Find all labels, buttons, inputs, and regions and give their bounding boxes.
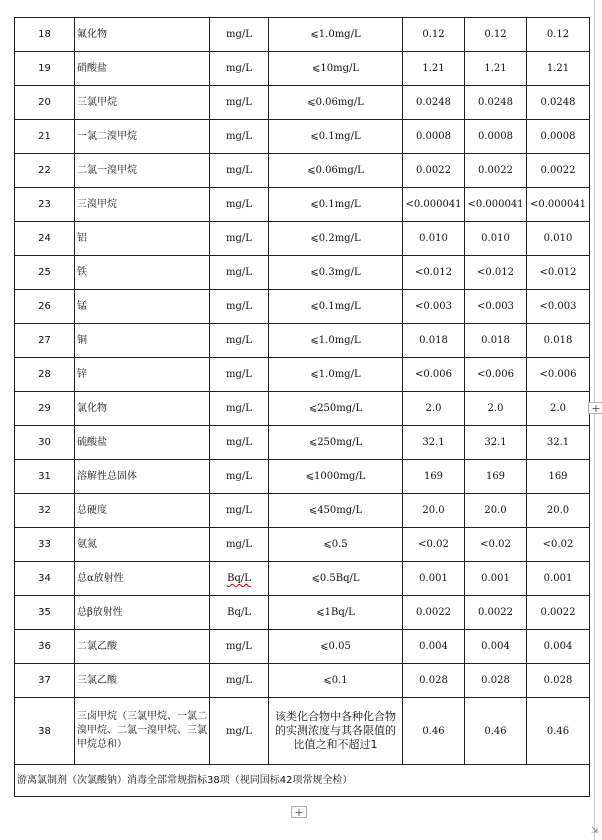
result-1: <0.012 (403, 256, 465, 290)
table-row (15, 222, 590, 256)
limit: 该类化合物中各种化合物的实测浓度与其各限值的比值之和不超过1 (269, 698, 403, 765)
table-row (15, 86, 590, 120)
result-3: 0.001 (527, 562, 590, 596)
unit: mg/L (210, 52, 269, 86)
table-row (15, 528, 590, 562)
result-2: 0.46 (465, 698, 527, 765)
result-2: <0.02 (465, 528, 527, 562)
indicator-name: 氯化物 (75, 392, 210, 426)
result-3: 0.018 (527, 324, 590, 358)
unit: mg/L (210, 120, 269, 154)
indicator-name: 氟化物 (75, 18, 210, 52)
indicator-name: 三卤甲烷（三氯甲烷、一氯二溴甲烷、二氯一溴甲烷、三氯甲烷总和） (75, 698, 210, 765)
limit: ⩽250mg/L (269, 392, 403, 426)
row-number: 19 (15, 52, 75, 86)
limit: ⩽0.1mg/L (269, 188, 403, 222)
result-1: <0.003 (403, 290, 465, 324)
limit: ⩽0.1 (269, 664, 403, 698)
row-number: 26 (15, 290, 75, 324)
result-2: 0.028 (465, 664, 527, 698)
result-3: <0.012 (527, 256, 590, 290)
limit: ⩽1000mg/L (269, 460, 403, 494)
result-2: 0.0022 (465, 596, 527, 630)
result-2: <0.006 (465, 358, 527, 392)
table-row (15, 290, 590, 324)
unit: mg/L (210, 324, 269, 358)
result-2: 1.21 (465, 52, 527, 86)
unit: mg/L (210, 86, 269, 120)
result-3: 32.1 (527, 426, 590, 460)
unit: Bq/L (210, 596, 269, 630)
unit: mg/L (210, 460, 269, 494)
result-3: 0.0022 (527, 154, 590, 188)
result-2: 0.0008 (465, 120, 527, 154)
row-number: 21 (15, 120, 75, 154)
table-row (15, 256, 590, 290)
footer-note: 游离氯制剂（次氯酸钠）消毒全部常规指标38项（视同国标42项常规全检） (15, 765, 590, 797)
row-number: 36 (15, 630, 75, 664)
limit: ⩽10mg/L (269, 52, 403, 86)
indicator-name: 铜 (75, 324, 210, 358)
unit: mg/L (210, 494, 269, 528)
indicator-name: 锰 (75, 290, 210, 324)
indicator-name: 硫酸盐 (75, 426, 210, 460)
table-row (15, 324, 590, 358)
table-row (15, 392, 590, 426)
limit: ⩽0.1mg/L (269, 120, 403, 154)
row-number: 25 (15, 256, 75, 290)
unit: mg/L (210, 358, 269, 392)
limit: ⩽1Bq/L (269, 596, 403, 630)
result-2: 0.0022 (465, 154, 527, 188)
result-2: 0.001 (465, 562, 527, 596)
limit: ⩽0.06mg/L (269, 86, 403, 120)
indicator-name: 一氯二溴甲烷 (75, 120, 210, 154)
result-2: 2.0 (465, 392, 527, 426)
result-1: <0.006 (403, 358, 465, 392)
table-row (15, 562, 590, 596)
result-3: 1.21 (527, 52, 590, 86)
table-row (15, 358, 590, 392)
result-2: <0.012 (465, 256, 527, 290)
indicator-name: 总α放射性 (75, 562, 210, 596)
result-1: 0.0022 (403, 154, 465, 188)
result-1: 0.001 (403, 562, 465, 596)
result-2: 0.004 (465, 630, 527, 664)
indicator-name: 硝酸盐 (75, 52, 210, 86)
result-3: 0.0248 (527, 86, 590, 120)
row-number: 32 (15, 494, 75, 528)
row-number: 38 (15, 698, 75, 765)
unit: mg/L (210, 222, 269, 256)
limit: ⩽1.0mg/L (269, 324, 403, 358)
result-2: 32.1 (465, 426, 527, 460)
indicator-name: 铝 (75, 222, 210, 256)
result-3: 0.0008 (527, 120, 590, 154)
table-row (15, 494, 590, 528)
row-number: 20 (15, 86, 75, 120)
result-1: 0.028 (403, 664, 465, 698)
indicator-name: 二氯乙酸 (75, 630, 210, 664)
table-row (15, 120, 590, 154)
limit: ⩽0.06mg/L (269, 154, 403, 188)
table-row (15, 630, 590, 664)
limit: ⩽0.2mg/L (269, 222, 403, 256)
result-1: 0.46 (403, 698, 465, 765)
result-1: 169 (403, 460, 465, 494)
indicator-name: 三氯甲烷 (75, 86, 210, 120)
result-3: 0.12 (527, 18, 590, 52)
unit: mg/L (210, 392, 269, 426)
unit: mg/L (210, 630, 269, 664)
result-3: 20.0 (527, 494, 590, 528)
result-1: 0.12 (403, 18, 465, 52)
indicator-name: 总β放射性 (75, 596, 210, 630)
result-3: 0.004 (527, 630, 590, 664)
result-1: 0.0248 (403, 86, 465, 120)
row-number: 35 (15, 596, 75, 630)
result-3: 0.46 (527, 698, 590, 765)
result-1: <0.02 (403, 528, 465, 562)
result-1: 0.010 (403, 222, 465, 256)
result-3: 0.0022 (527, 596, 590, 630)
result-1: 20.0 (403, 494, 465, 528)
indicator-name: 二氯一溴甲烷 (75, 154, 210, 188)
result-1: 0.004 (403, 630, 465, 664)
result-1: 32.1 (403, 426, 465, 460)
unit: mg/L (210, 664, 269, 698)
limit: ⩽0.3mg/L (269, 256, 403, 290)
result-1: 1.21 (403, 52, 465, 86)
table-footer-row (15, 765, 590, 797)
result-1: <0.000041 (403, 188, 465, 222)
indicator-name: 铁 (75, 256, 210, 290)
limit: ⩽0.1mg/L (269, 290, 403, 324)
row-number: 23 (15, 188, 75, 222)
row-number: 31 (15, 460, 75, 494)
result-3: 0.028 (527, 664, 590, 698)
result-3: 2.0 (527, 392, 590, 426)
limit: ⩽1.0mg/L (269, 358, 403, 392)
add-column-icon[interactable]: + (588, 402, 602, 414)
unit: mg/L (210, 698, 269, 765)
row-number: 37 (15, 664, 75, 698)
result-2: 0.018 (465, 324, 527, 358)
limit: ⩽0.5 (269, 528, 403, 562)
unit: mg/L (210, 290, 269, 324)
result-2: <0.000041 (465, 188, 527, 222)
row-number: 27 (15, 324, 75, 358)
limit: ⩽0.05 (269, 630, 403, 664)
table-row (15, 52, 590, 86)
indicator-name: 三溴甲烷 (75, 188, 210, 222)
table-row (15, 154, 590, 188)
table-row (15, 18, 590, 52)
result-1: 0.0008 (403, 120, 465, 154)
table-resize-icon[interactable]: ⇲ (591, 826, 599, 836)
result-3: <0.02 (527, 528, 590, 562)
row-number: 30 (15, 426, 75, 460)
table-row (15, 596, 590, 630)
row-number: 18 (15, 18, 75, 52)
row-number: 24 (15, 222, 75, 256)
indicator-name: 三氯乙酸 (75, 664, 210, 698)
row-number: 28 (15, 358, 75, 392)
table-row (15, 698, 590, 765)
limit: ⩽450mg/L (269, 494, 403, 528)
row-number: 22 (15, 154, 75, 188)
water-quality-table (14, 17, 590, 797)
limit: ⩽1.0mg/L (269, 18, 403, 52)
table-row (15, 426, 590, 460)
result-1: 0.0022 (403, 596, 465, 630)
unit: mg/L (210, 154, 269, 188)
table-row (15, 460, 590, 494)
result-2: 0.12 (465, 18, 527, 52)
result-1: 0.018 (403, 324, 465, 358)
indicator-name: 锌 (75, 358, 210, 392)
unit: mg/L (210, 426, 269, 460)
result-3: <0.006 (527, 358, 590, 392)
indicator-name: 溶解性总固体 (75, 460, 210, 494)
result-2: <0.003 (465, 290, 527, 324)
table-row (15, 188, 590, 222)
unit: mg/L (210, 18, 269, 52)
table-row (15, 664, 590, 698)
indicator-name: 总硬度 (75, 494, 210, 528)
result-2: 169 (465, 460, 527, 494)
result-3: <0.003 (527, 290, 590, 324)
result-3: 169 (527, 460, 590, 494)
unit: mg/L (210, 528, 269, 562)
add-row-icon[interactable]: + (291, 806, 307, 818)
limit: ⩽0.5Bq/L (269, 562, 403, 596)
result-2: 20.0 (465, 494, 527, 528)
row-number: 29 (15, 392, 75, 426)
unit: mg/L (210, 256, 269, 290)
indicator-name: 氨氮 (75, 528, 210, 562)
result-2: 0.010 (465, 222, 527, 256)
unit: Bq/L (210, 562, 269, 596)
result-1: 2.0 (403, 392, 465, 426)
row-number: 34 (15, 562, 75, 596)
result-2: 0.0248 (465, 86, 527, 120)
limit: ⩽250mg/L (269, 426, 403, 460)
result-3: 0.010 (527, 222, 590, 256)
unit: mg/L (210, 188, 269, 222)
row-number: 33 (15, 528, 75, 562)
result-3: <0.000041 (527, 188, 590, 222)
